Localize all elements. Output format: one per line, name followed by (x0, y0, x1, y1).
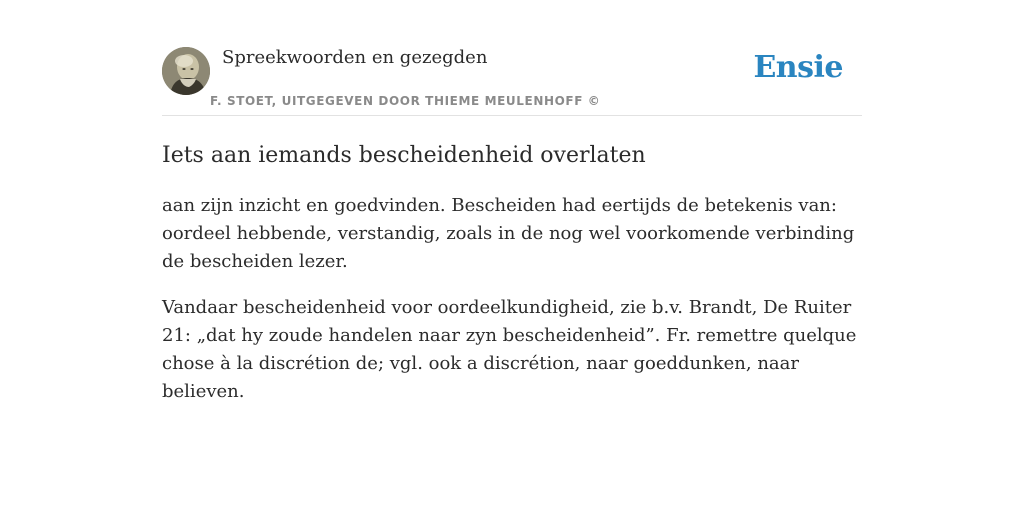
entry-paragraph: aan zijn inzicht en goedvinden. Bescheiden had eertijds de betekenis van: oordeel hebbende, verstandig, zoals in de nog wel voorkomende verbinding de bescheiden lezer. (162, 195, 855, 272)
entry-title: Iets aan iemands bescheidenheid overlaten (162, 143, 646, 168)
brand-logo[interactable]: Ensie (753, 50, 843, 85)
entry-paragraph: Vandaar bescheidenheid voor oordeelkundigheid, zie b.v. Brandt, De Ruiter 21: „dat hy zoude handelen naar zyn bescheidenheid”. Fr. remettre quelque chose à la discrétion de; vgl. ook a discrétion, naar goeddunken, naar believen. (162, 297, 857, 402)
source-attribution: F. STOET, UITGEGEVEN DOOR THIEME MEULENHOFF © (210, 94, 601, 108)
entry-header (162, 46, 862, 116)
author-portrait-icon (162, 47, 210, 95)
entry-body (162, 192, 862, 406)
entry-card (162, 46, 862, 406)
source-title[interactable]: Spreekwoorden en gezegden (222, 47, 488, 68)
